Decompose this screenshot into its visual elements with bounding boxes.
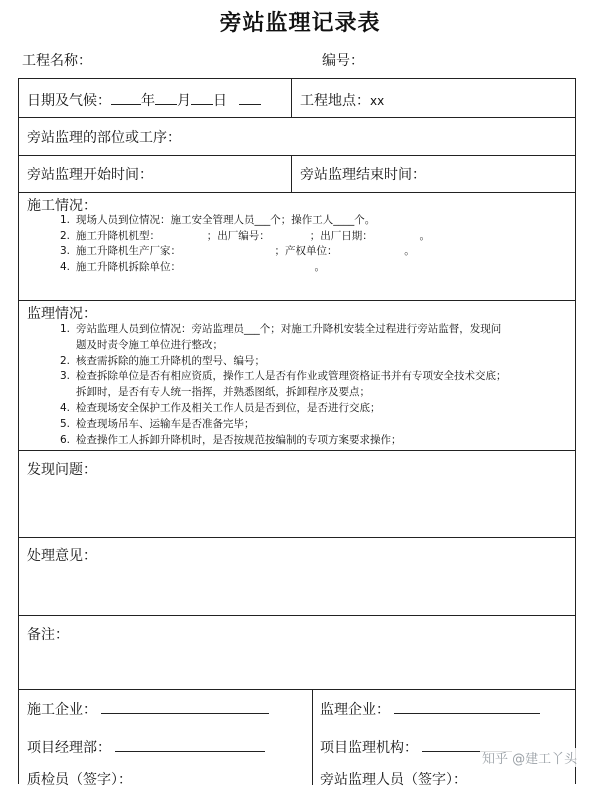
- date-weather-field[interactable]: [27, 90, 261, 110]
- row-divider: [19, 689, 575, 690]
- list-item: 题及时责令施工单位进行整改；: [76, 338, 223, 351]
- project-dept-field[interactable]: 项目经理部：: [27, 737, 265, 757]
- list-item: 2. 核查需拆除的施工升降机的型号、编号；: [60, 354, 265, 367]
- list-item: 6. 检查操作工人拆卸升降机时，是否按规范按编制的专项方案要求操作；: [60, 433, 402, 446]
- row-divider: [19, 155, 575, 156]
- record-table: [18, 78, 576, 788]
- location-label: 工程地点：: [300, 93, 370, 109]
- project-name-label: 工程名称：: [22, 53, 92, 69]
- end-time-label: 旁站监理结束时间：: [300, 167, 426, 183]
- supervision-org-field[interactable]: 项目监理机构：: [320, 737, 512, 757]
- remarks-label: 备注：: [27, 627, 69, 643]
- list-item: 4. 检查现场安全保护工作及相关工作人员是否到位，是否进行交底；: [60, 401, 381, 414]
- opinion-label: 处理意见：: [27, 548, 97, 564]
- row-divider: [19, 300, 575, 301]
- location-value: xx: [370, 94, 385, 108]
- year-label: 年: [141, 93, 155, 109]
- supervision-list: [60, 322, 507, 448]
- row-divider: [19, 117, 575, 118]
- row-divider: [19, 192, 575, 193]
- list-item: 2. 施工升降机机型： ；出厂编号： ；出厂日期： 。: [60, 229, 431, 242]
- inspector-signature-field[interactable]: 质检员（签字）：: [27, 772, 132, 788]
- row-divider: [19, 537, 575, 538]
- list-item: 4. 施工升降机拆除单位： 。: [60, 260, 326, 273]
- start-time-label: 旁站监理开始时间：: [27, 167, 153, 183]
- part-process-label: 旁站监理的部位或工序：: [27, 130, 181, 146]
- column-divider: [291, 155, 292, 192]
- column-divider: [312, 689, 313, 785]
- location-field[interactable]: [300, 90, 384, 110]
- day-label: 日: [213, 93, 227, 109]
- list-item: 3. 施工升降机生产厂家： ；产权单位： 。: [60, 245, 415, 257]
- row-divider: [19, 615, 575, 616]
- list-item: 3. 检查拆除单位是否有相应资质，操作工人是否有作业或管理资格证书并有专项安全技术交底；: [60, 370, 507, 383]
- column-divider: [291, 79, 292, 117]
- list-item: 拆卸时，是否有专人统一指挥，并熟悉图纸，拆卸程序及要点；: [76, 386, 370, 399]
- number-label: 编号：: [322, 53, 364, 69]
- watermark: 知乎 @建工丫头: [480, 748, 579, 767]
- month-label: 月: [177, 93, 191, 109]
- list-item: 1. 现场人员到位情况：施工安全管理人员___个；操作工人____个。: [60, 214, 376, 226]
- supervisor-signature-field[interactable]: 旁站监理人员（签字）：: [320, 772, 467, 788]
- supervision-company-field[interactable]: 监理企业：: [320, 699, 540, 719]
- row-divider: [19, 450, 575, 451]
- list-item: 1. 旁站监理人员到位情况：旁站监理员___个；对施工升降机安装全过程进行旁站监督，发现问: [60, 323, 502, 335]
- form-title: 旁站监理记录表: [219, 11, 381, 36]
- issues-label: 发现问题：: [27, 462, 97, 478]
- construction-label: 施工情况：: [27, 198, 97, 214]
- supervision-label: 监理情况：: [27, 306, 97, 322]
- construction-company-field[interactable]: 施工企业：: [27, 699, 269, 719]
- construction-list: [60, 213, 430, 275]
- list-item: 5. 检查现场吊车、运输车是否准备完毕；: [60, 417, 255, 430]
- date-weather-label: 日期及气候：: [27, 93, 111, 109]
